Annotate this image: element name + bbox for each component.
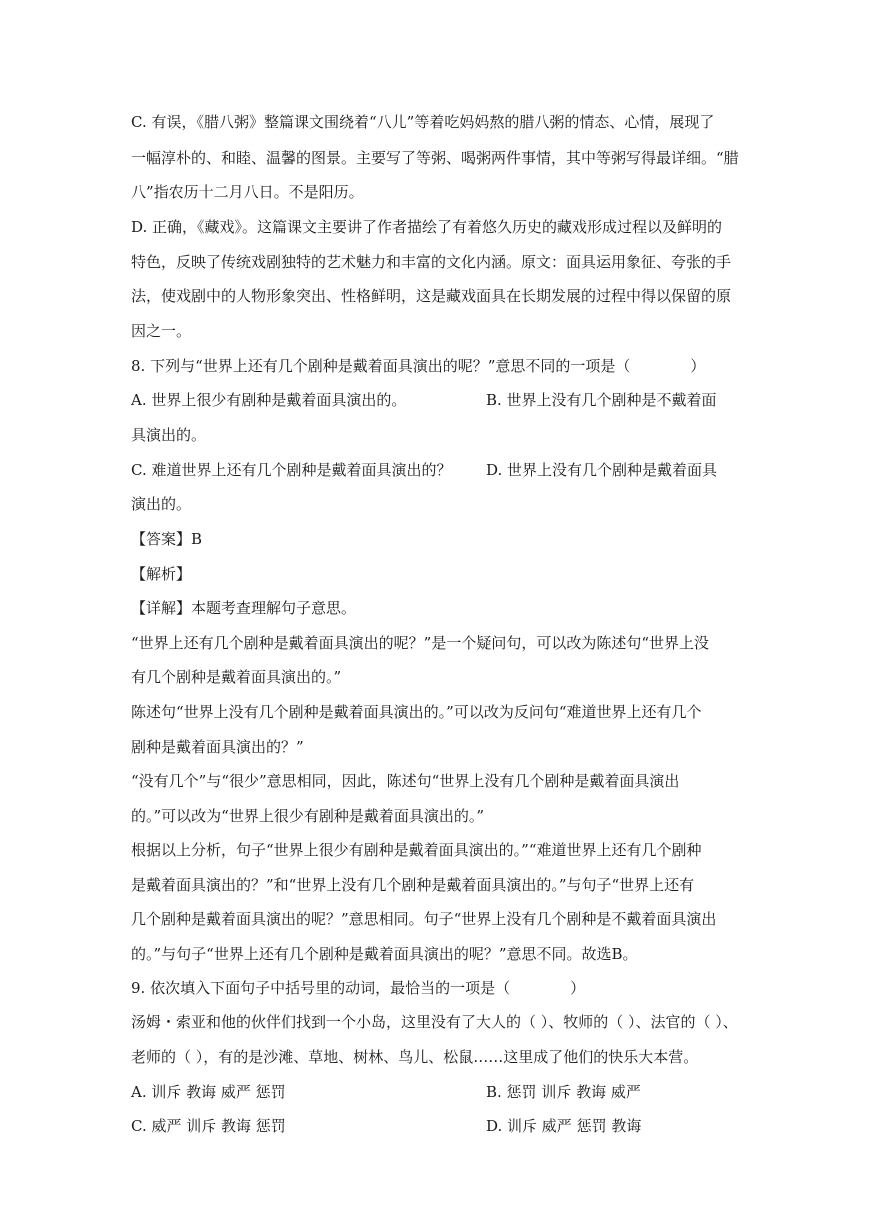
question-8-stem: 8. 下列与“世界上还有几个剧种是戴着面具演出的呢？”意思不同的一项是（ ）	[131, 357, 706, 375]
detail-paragraph-2-line-2: 剧种是戴着面具演出的？”	[131, 738, 304, 756]
question-9-passage-line-1: 汤姆・索亚和他的伙伴们找到一个小岛，这里没有了大人的（ ）、牧师的（ ）、法官的（ ）、	[131, 1013, 738, 1031]
option-d-explanation-line-4: 因之一。	[131, 322, 192, 340]
question-9-option-d: D. 训斥 威严 惩罚 教诲	[486, 1117, 642, 1135]
option-c-explanation-line-2: 一幅淳朴的、和睦、温馨的图景。主要写了等粥、喝粥两件事情，其中等粥写得最详细。“腊	[131, 149, 739, 167]
detail-paragraph-3-line-1: “没有几个”与“很少”意思相同，因此，陈述句“世界上没有几个剧种是戴着面具演出	[131, 772, 680, 790]
question-9-option-c: C. 威严 训斥 教诲 惩罚	[131, 1117, 286, 1135]
detail-paragraph-2-line-1: 陈述句“世界上没有几个剧种是戴着面具演出的。”可以改为反问句“难道世界上还有几个	[131, 703, 702, 721]
detail-paragraph-4-line-1: 根据以上分析，句子“世界上很少有剧种是戴着面具演出的。”“难道世界上还有几个剧种	[131, 841, 702, 859]
detail-paragraph-4-line-4: 的。”与句子“世界上还有几个剧种是戴着面具演出的呢？”意思不同。故选B。	[131, 945, 638, 963]
option-d-explanation-line-3: 法，使戏剧中的人物形象突出、性格鲜明，这是藏戏面具在长期发展的过程中得以保留的原	[131, 287, 732, 305]
question-8-option-d-continued: 演出的。	[131, 495, 192, 513]
detail-paragraph-4-line-3: 几个剧种是戴着面具演出的呢？”意思相同。句子“世界上没有几个剧种是不戴着面具演出	[131, 910, 717, 928]
detail-intro: 【详解】本题考查理解句子意思。	[131, 599, 357, 617]
question-8-option-c: C. 难道世界上还有几个剧种是戴着面具演出的？	[131, 461, 452, 479]
question-9-option-a: A. 训斥 教诲 威严 惩罚	[131, 1083, 286, 1101]
question-8-option-b-continued: 具演出的。	[131, 426, 207, 444]
option-d-explanation-line-2: 特色，反映了传统戏剧独特的艺术魅力和丰富的文化内涵。原文：面具运用象征、夸张的手	[131, 253, 732, 271]
option-c-explanation-line-3: 八”指农历十二月八日。不是阳历。	[131, 183, 364, 201]
question-9-option-b: B. 惩罚 训斥 教诲 威严	[486, 1083, 641, 1101]
detail-paragraph-1-line-2: 有几个剧种是戴着面具演出的。”	[131, 668, 342, 686]
detail-paragraph-1-line-1: “世界上还有几个剧种是戴着面具演出的呢？”是一个疑问句，可以改为陈述句“世界上没	[131, 634, 710, 652]
detail-paragraph-3-line-2: 的。”可以改为“世界上很少有剧种是戴着面具演出的。”	[131, 807, 485, 825]
question-9-stem: 9. 依次填入下面句子中括号里的动词，最恰当的一项是（ ）	[131, 979, 586, 997]
analysis-label: 【解析】	[131, 565, 192, 583]
answer-label: 【答案】B	[131, 530, 203, 548]
option-d-explanation-line-1: D. 正确，《藏戏》。这篇课文主要讲了作者描绘了有着悠久历史的藏戏形成过程以及鲜明的	[131, 218, 723, 236]
question-9-passage-line-2: 老师的（ ），有的是沙滩、草地、树林、鸟儿、松鼠……这里成了他们的快乐大本营。	[131, 1048, 699, 1066]
question-8-option-b: B. 世界上没有几个剧种是不戴着面	[486, 391, 717, 409]
question-8-option-d: D. 世界上没有几个剧种是戴着面具	[486, 461, 718, 479]
question-8-option-a: A. 世界上很少有剧种是戴着面具演出的。	[131, 391, 407, 409]
detail-paragraph-4-line-2: 是戴着面具演出的？”和“世界上没有几个剧种是戴着面具演出的。”与句子“世界上还有	[131, 876, 695, 894]
option-c-explanation-line-1: C. 有误，《腊八粥》整篇课文围绕着“八儿”等着吃妈妈熬的腊八粥的情态、心情，展现了	[131, 113, 715, 131]
